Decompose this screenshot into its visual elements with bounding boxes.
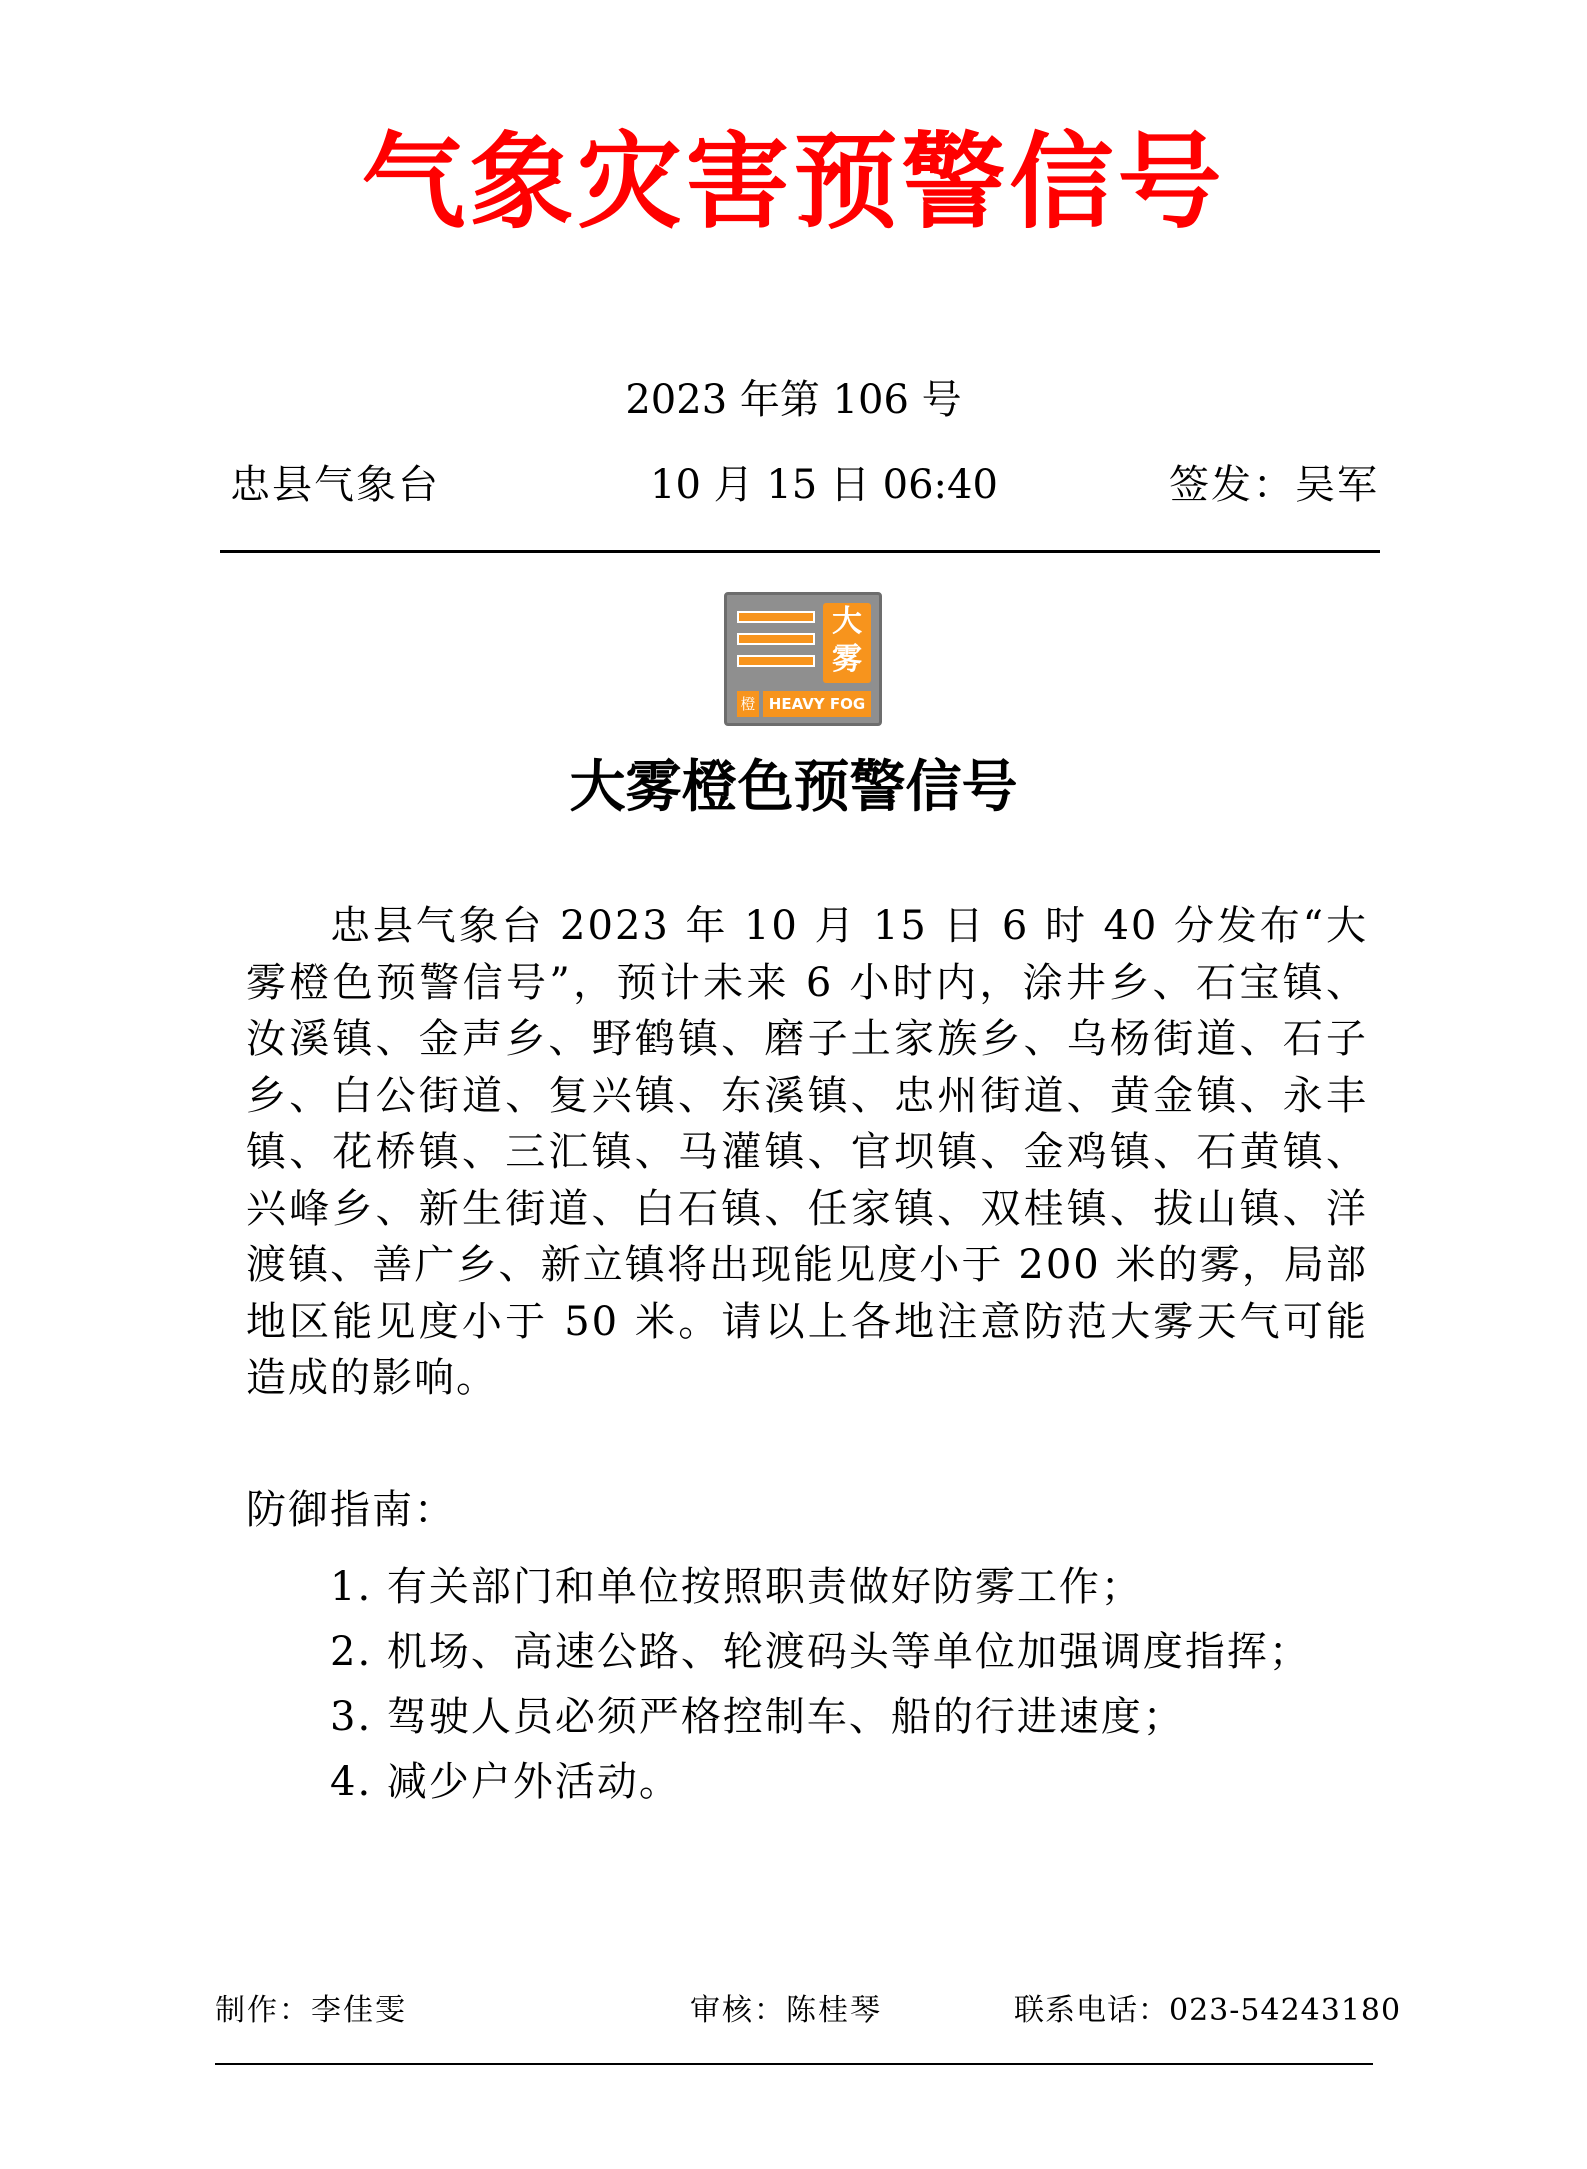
list-item: 4. 减少户外活动。 — [330, 1759, 681, 1805]
document-title: 气象灾害预警信号 — [361, 120, 1226, 243]
signal-title: 大雾橙色预警信号 — [569, 755, 1018, 820]
list-item: 2. 机场、高速公路、轮渡码头等单位加强调度指挥； — [330, 1629, 1311, 1675]
fog-char-top: 大 — [832, 604, 862, 639]
fog-level-char: 橙 — [737, 691, 759, 717]
fog-char-box — [823, 603, 871, 683]
fog-label: HEAVY FOG — [763, 691, 871, 717]
heavy-fog-orange-icon — [724, 592, 882, 726]
issue-datetime: 10 月 15 日 06:40 — [650, 462, 998, 508]
fog-bar-icon — [737, 611, 815, 623]
warning-body-text: 忠县气象台 2023 年 10 月 15 日 6 时 40 分发布“大雾橙色预警信号”，预计未来 6 小时内，涂井乡、石宝镇、汝溪镇、金声乡、野鹤镇、磨子土家族乡、乌杨街道、石子乡、白公街道、复兴镇、东溪镇、忠州街道、黄金镇、永丰镇、花桥镇、三汇镇、马灌镇、官坝镇、金鸡镇、石黄镇、兴峰乡、新生街道、白石镇、任家镇、双桂镇、拔山镇、洋渡镇、善广乡、新立镇将出现能见度小于 200 米的雾，局部地区能见度小于 50 米。请以上各地注意防范大雾天气可能造成的影响。 — [246, 903, 1368, 1401]
footer-reviewer: 审核：陈桂琴 — [690, 1993, 882, 2028]
list-item: 1. 有关部门和单位按照职责做好防雾工作； — [330, 1564, 1143, 1610]
footer-divider — [215, 2063, 1373, 2065]
signer: 签发：吴军 — [1169, 462, 1379, 508]
defense-guide-title: 防御指南： — [246, 1487, 456, 1533]
fog-bar-icon — [737, 655, 815, 667]
fog-char-bottom: 雾 — [832, 642, 862, 677]
issue-number: 2023 年第 106 号 — [625, 377, 962, 423]
footer-producer: 制作：李佳雯 — [215, 1993, 407, 2028]
list-item: 3. 驾驶人员必须严格控制车、船的行进速度； — [330, 1694, 1185, 1740]
fog-bar-icon — [737, 633, 815, 645]
footer-contact: 联系电话：023-54243180 — [1014, 1993, 1402, 2028]
header-divider — [220, 550, 1380, 553]
defense-guide-list — [330, 1555, 1311, 1815]
issuer-name: 忠县气象台 — [230, 462, 440, 508]
